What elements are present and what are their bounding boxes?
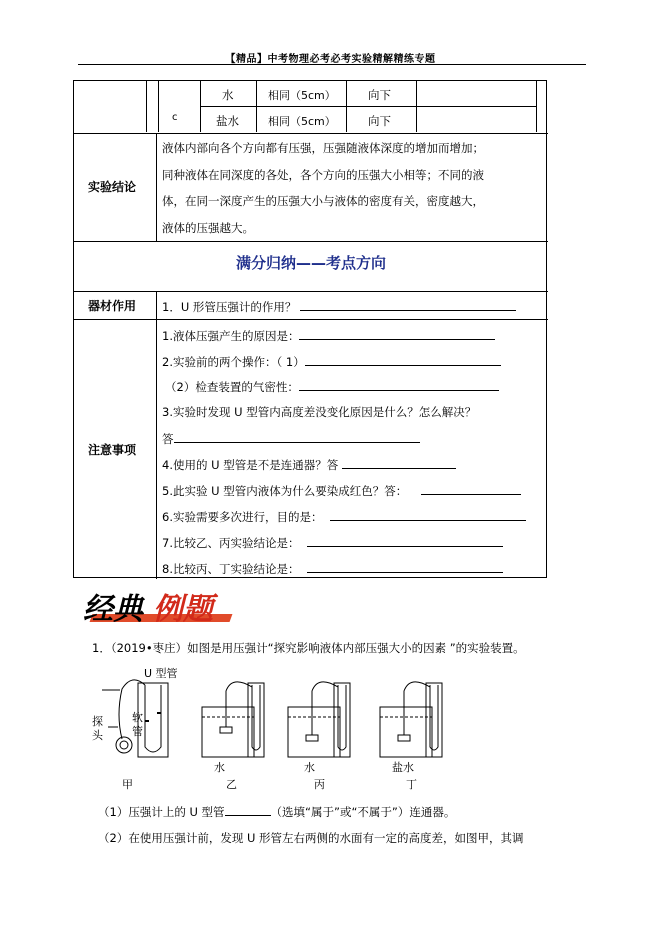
page-header: 【精品】中考物理必考必考实验精解精练专题	[225, 54, 436, 65]
question-1-text-end: （选填“属于”或“不属于”）连通器。	[270, 805, 456, 819]
direction-cell: 向下	[368, 88, 391, 102]
note-text: 4.使用的 U 型管是不是连通器？答	[162, 458, 339, 472]
table-divider	[158, 81, 159, 132]
liquid-label-brine: 盐水	[392, 761, 414, 774]
liquid-label-water: 水	[214, 761, 225, 774]
u-tube	[145, 685, 161, 752]
summary-heading: 满分归纳——考点方向	[235, 254, 386, 272]
note-item	[165, 378, 499, 395]
u-tube-liquid	[145, 713, 161, 721]
figure-label-yi: 乙	[226, 778, 237, 791]
probe-yi	[220, 727, 232, 733]
equipment-question	[162, 298, 516, 315]
note-text: 6.实验需要多次进行，目的是：	[162, 510, 323, 524]
answer-blank[interactable]	[330, 508, 526, 521]
row-label: c	[172, 112, 178, 123]
answer-blank[interactable]	[300, 298, 516, 311]
liquid-cell: 盐水	[216, 114, 239, 128]
u-tube-yi-board	[248, 683, 264, 757]
note-item	[162, 404, 476, 420]
note-text: 2.实验前的两个操作：（ 1）	[162, 355, 305, 369]
figure-label-bing: 丙	[314, 778, 325, 791]
table-divider	[156, 291, 157, 579]
note-item	[162, 560, 503, 577]
conclusion-label: 实验结论	[88, 180, 137, 194]
u-tube-bing-board	[334, 683, 350, 757]
note-item	[162, 353, 501, 370]
figure-label-ding: 丁	[406, 778, 417, 791]
figure-label-jia: 甲	[122, 778, 133, 791]
hose-label: 管	[132, 725, 143, 738]
liquid-cell: 水	[222, 88, 234, 102]
banner-title-part1: 经典	[83, 592, 143, 627]
question-intro: 1．（2019•枣庄）如图是用压强计“探究影响液体内部压强大小的因素 ”的实验装置。	[92, 641, 525, 655]
table-divider	[74, 241, 548, 242]
beaker-bing	[288, 707, 340, 757]
beaker-ding	[380, 707, 432, 757]
note-item	[162, 430, 420, 447]
table-divider	[200, 106, 536, 107]
probe-ding	[398, 735, 410, 741]
note-text: 7.比较乙、丙实验结论是：	[162, 536, 300, 550]
note-item	[162, 327, 495, 344]
notes-label: 注意事项	[88, 443, 137, 457]
probe-bing	[306, 735, 318, 741]
table-divider	[74, 291, 548, 292]
answer-blank[interactable]	[342, 456, 456, 469]
probe-label: 头	[92, 729, 103, 742]
depth-cell: 相同（5cm）	[268, 115, 336, 128]
conclusion-line: 液体的压强越大。	[162, 220, 254, 235]
conclusion-text	[162, 135, 547, 241]
u-tube-label: U 型管	[144, 667, 178, 680]
direction-cell: 向下	[368, 114, 391, 128]
table-divider	[146, 81, 147, 132]
answer-blank[interactable]	[299, 327, 495, 340]
question-1	[98, 803, 455, 820]
note-item	[162, 482, 521, 499]
note-item	[162, 456, 456, 473]
probe-pointer	[102, 690, 120, 727]
apparatus-diagram	[92, 665, 532, 793]
equipment-question-text: 1．U 形管压强计的作用？	[162, 300, 297, 314]
table-divider	[156, 133, 157, 241]
note-text: 3.实验时发现 U 型管内高度差没变化原因是什么？怎么解决？	[162, 405, 477, 419]
table-divider	[74, 319, 548, 320]
classic-example-banner	[83, 584, 233, 628]
header-rule	[78, 64, 586, 65]
banner-title-part2: 例题	[153, 592, 213, 627]
table-divider	[536, 81, 537, 132]
probe	[116, 737, 132, 753]
u-tube-ding-board	[426, 683, 442, 757]
answer-blank[interactable]	[299, 378, 499, 391]
answer-blank[interactable]	[307, 534, 503, 547]
answer-blank[interactable]	[174, 430, 420, 443]
conclusion-line: 体，在同一深度产生的压强大小与液体的密度有关，密度越大，	[162, 194, 484, 208]
conclusion-line: 液体内部向各个方向都有压强，压强随液体深度的增加而增加；	[162, 141, 484, 155]
question-1-text: （1）压强计上的 U 型管	[98, 805, 225, 819]
note-text: 答	[162, 432, 174, 446]
note-text: （2）检查装置的气密性：	[165, 380, 299, 394]
probe-inner	[120, 741, 128, 749]
note-item	[162, 534, 503, 551]
note-text: 8.比较丙、丁实验结论是：	[162, 562, 300, 576]
table-divider	[74, 133, 548, 134]
beaker-yi	[202, 707, 254, 757]
probe-label: 探	[92, 715, 103, 728]
note-item	[162, 508, 526, 525]
answer-blank[interactable]	[225, 803, 271, 816]
note-text: 1.液体压强产生的原因是：	[162, 329, 300, 343]
answer-blank[interactable]	[421, 482, 521, 495]
note-text: 5.此实验 U 型管内液体为什么要染成红色？答：	[162, 484, 408, 498]
hose-label: 软	[132, 711, 143, 724]
experiment-table	[73, 80, 547, 578]
equipment-label: 器材作用	[88, 299, 137, 313]
depth-cell: 相同（5cm）	[268, 89, 336, 102]
conclusion-line: 同种液体在同深度的各处，各个方向的压强大小相等；不同的液	[162, 167, 484, 182]
pressure-gauge-figure	[92, 665, 532, 793]
answer-blank[interactable]	[307, 560, 503, 573]
liquid-label-water: 水	[304, 761, 315, 774]
answer-blank[interactable]	[305, 353, 501, 366]
question-2: （2）在使用压强计前，发现 U 形管左右两侧的水面有一定的高度差，如图甲，其调	[98, 831, 524, 845]
